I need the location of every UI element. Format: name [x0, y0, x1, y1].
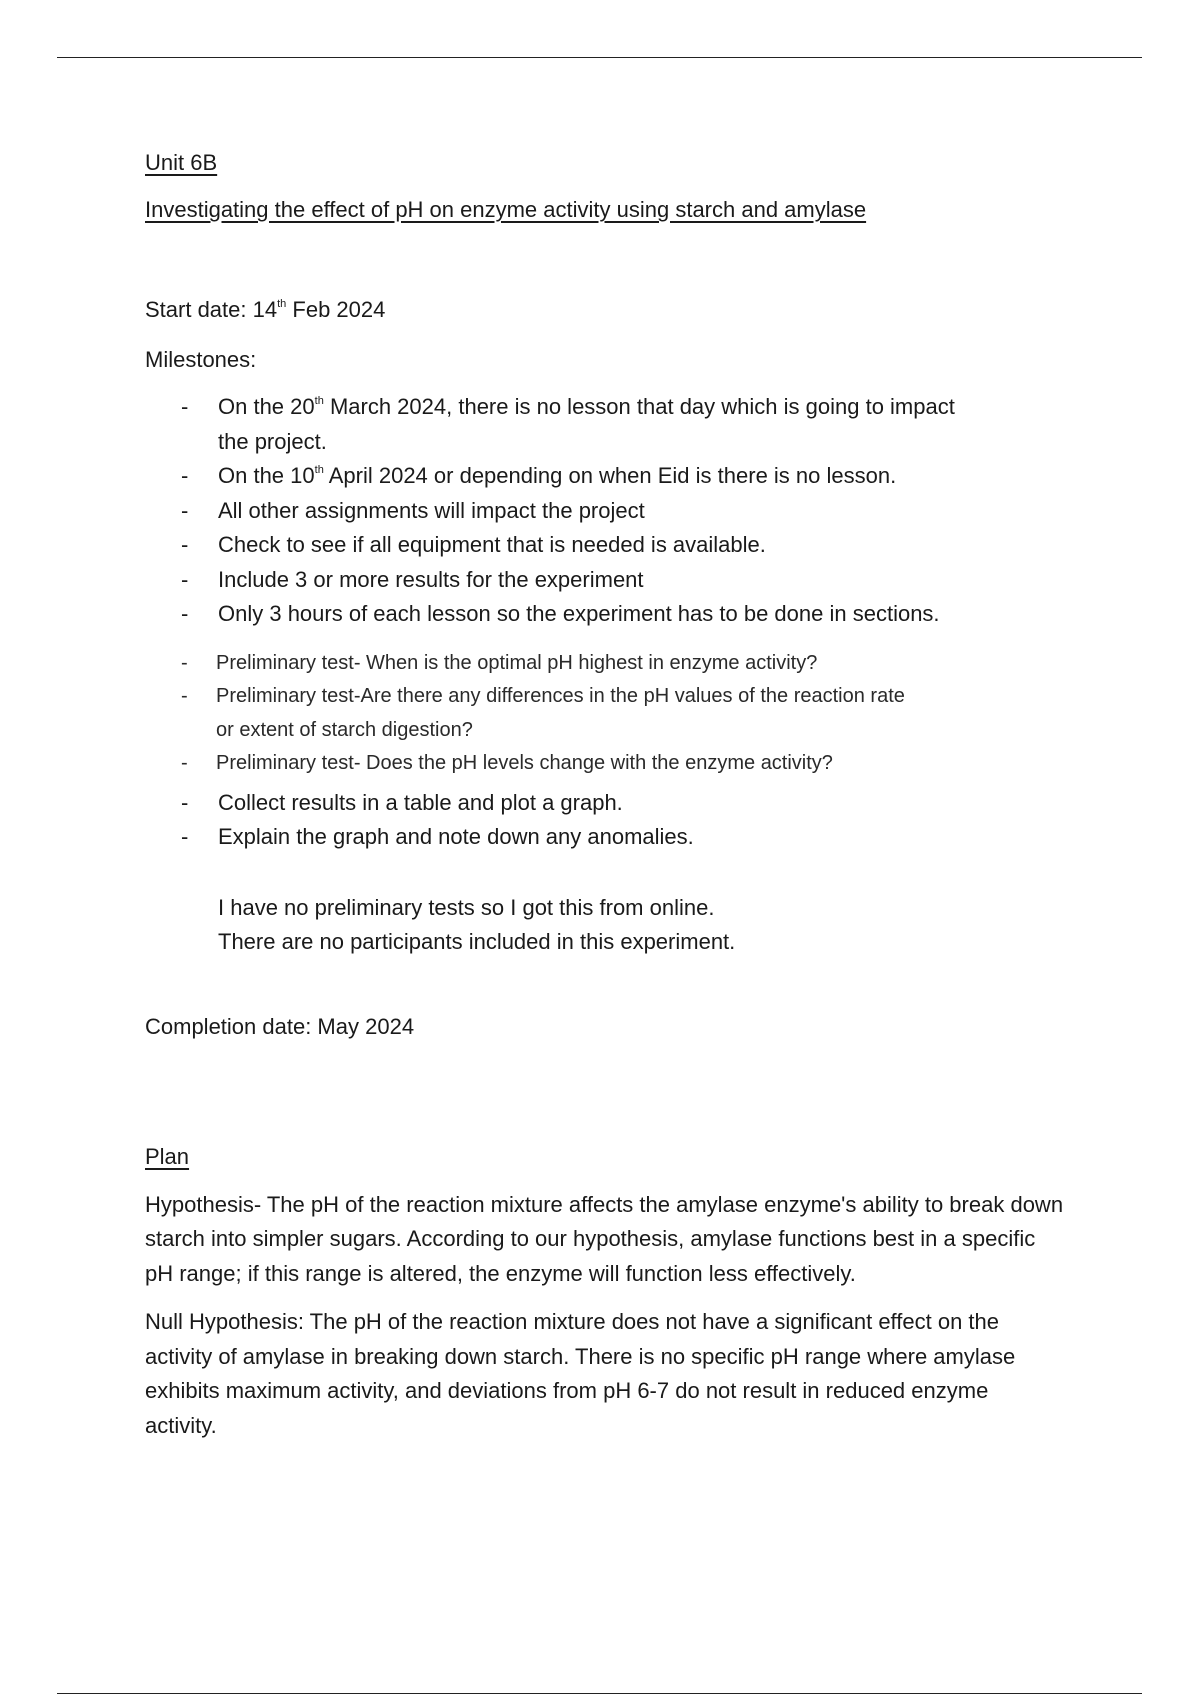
- note-line: There are no participants included in this experiment.: [218, 929, 736, 954]
- header-rule: [57, 57, 1142, 58]
- hypothesis-paragraph: Hypothesis- The pH of the reaction mixture affects the amylase enzyme's ability to break down starch into simpler sugars. According to our hypothesis, amylase functions best in a specific pH range; if this range is altered, the enzyme will function less effectively.: [145, 1191, 1064, 1286]
- list-item: - Include 3 or more results for the experiment: [181, 566, 644, 592]
- unit-label: Unit 6B: [145, 150, 218, 175]
- notes-block: [145, 891, 1065, 960]
- milestones-label: Milestones:: [145, 347, 257, 372]
- note-line: I have no preliminary tests so I got this from online.: [218, 894, 715, 920]
- list-item: - All other assignments will impact the project: [181, 497, 645, 523]
- list-item: - On the 10th April 2024 or depending on when Eid is there is no lesson.: [181, 463, 897, 488]
- null-hypothesis-paragraph: Null Hypothesis: The pH of the reaction mixture does not have a significant effect on the activity of amylase in breaking down starch. There is no specific pH range where amylase exhibits maximum activity, and deviations from pH 6-7 do not result in reduced enzyme activity.: [145, 1309, 1016, 1438]
- list-item: - Preliminary test- Does the pH levels change with the enzyme activity?: [181, 752, 833, 774]
- list-item: - Preliminary test- When is the optimal pH highest in enzyme activity?: [181, 651, 818, 674]
- list-item: - Explain the graph and note down any anomalies.: [181, 824, 694, 849]
- start-date: Start date: 14th Feb 2024: [145, 297, 386, 322]
- results-list: [145, 786, 1065, 855]
- list-item: - Check to see if all equipment that is needed is available.: [181, 532, 766, 557]
- list-item: - On the 20th March 2024, there is no lesson that day which is going to impact the project.: [181, 394, 955, 454]
- list-item: - Preliminary test-Are there any differences in the pH values of the reaction rate or extent of starch digestion?: [181, 685, 905, 741]
- milestones-list: [145, 390, 1065, 632]
- footer-rule: [57, 1693, 1142, 1694]
- completion-date: Completion date: May 2024: [145, 1013, 415, 1039]
- list-item: - Only 3 hours of each lesson so the experiment has to be done in sections.: [181, 601, 940, 626]
- preliminary-tests-list: [145, 647, 1065, 781]
- document-body: [145, 146, 1065, 1443]
- list-item: - Collect results in a table and plot a graph.: [181, 789, 623, 815]
- document-title: Investigating the effect of pH on enzyme activity using starch and amylase: [145, 197, 867, 222]
- plan-heading: Plan: [145, 1143, 190, 1169]
